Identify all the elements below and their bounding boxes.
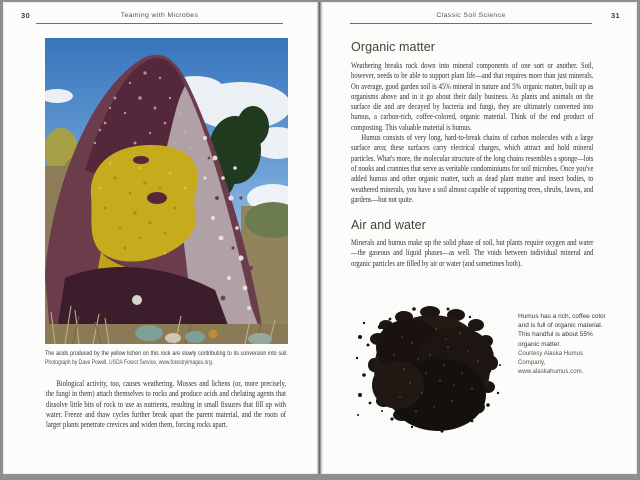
page-number-left: 30	[21, 11, 30, 20]
humus-photo-row	[352, 303, 606, 442]
humus-caption-text: Humus has a rich, coffee color and is full of organic material. This handful is about 55% organic matter.	[518, 313, 606, 348]
left-page	[3, 2, 318, 474]
organic-matter-paragraph-1: Weathering breaks rock down into mineral components of one sort or another. Soil, however, needs to be able to support plant life—and that requires more than just minerals. On average, good garden soil is 45% mineral in nature and 5% organic matter, built up as organisms above and in it go about their daily business. As plants and animals on the surface die and are decayed by bacteria and fungi, they are ultimately converted into humus, a carbon-rich, coffee-colored, organic material. Think of the end product of composting. This valuable material is humus.	[351, 61, 594, 132]
running-head-left: Teaming with Microbes	[120, 12, 199, 19]
organic-matter-paragraph-2: Humus consists of very long, hard-to-break chains of carbon molecules with a large surface area; these surfaces carry electrical charges, which attract and hold mineral particles. What's more, the molecular structure of the long chains resembles a sponge—lots of nooks and crannies that serve as veritable condominiums for soil microbes. Once you've added humus and other organic matter, such as dead plant matter and insect bodies, to weathered minerals, you have a soil almost capable of supporting trees, shrubs, lawns, and gardens—but not quite.	[351, 133, 594, 204]
humus-photo	[352, 303, 510, 442]
header-rule-right	[350, 23, 592, 24]
right-text-column	[351, 36, 640, 269]
section-heading-air-and-water: Air and water	[351, 218, 426, 233]
humus-caption-credit: Courtesy Alaska Humus Company, www.alaskahumus.com.	[518, 349, 584, 376]
humus-illustration	[352, 303, 510, 442]
rock-caption-credit: Photograph by Dave Powell, USDA Forest Service, www.forestryimages.org.	[45, 359, 214, 367]
header-rule-left	[36, 23, 283, 24]
rock-lichen-illustration	[45, 38, 288, 344]
rock-caption-text: The acids produced by the yellow lichen on this rock are slowly contributing to its conversion into soil.	[45, 350, 288, 357]
humus-photo-caption	[518, 303, 606, 442]
rock-photo-caption	[45, 349, 288, 367]
section-heading-organic-matter: Organic matter	[351, 40, 436, 54]
running-head-right: Classic Soil Science	[436, 12, 506, 19]
right-page	[322, 2, 637, 474]
page-number-right: 31	[611, 11, 620, 20]
left-body-paragraph: Biological activity, too, causes weathering. Mosses and lichens (or, more precisely, the fungi in them) attach themselves to rocks and produce acids and chelating agents that dissolve little bits of rock to use as nutrients, resulting in small fissures that fill up with water. Freeze and thaw cycles further break apart the parent material, and the roots of larger plants penetrate crevices and widen them, forcing rocks apart.	[46, 379, 287, 430]
rock-lichen-photo	[45, 38, 288, 344]
air-and-water-paragraph: Minerals and humus make up the solid phase of soil, but plants require oxygen and water—the gaseous and liquid phases—as well. The voids between individual mineral and organic particles are filled by air or water (and sometimes both).	[351, 238, 594, 268]
